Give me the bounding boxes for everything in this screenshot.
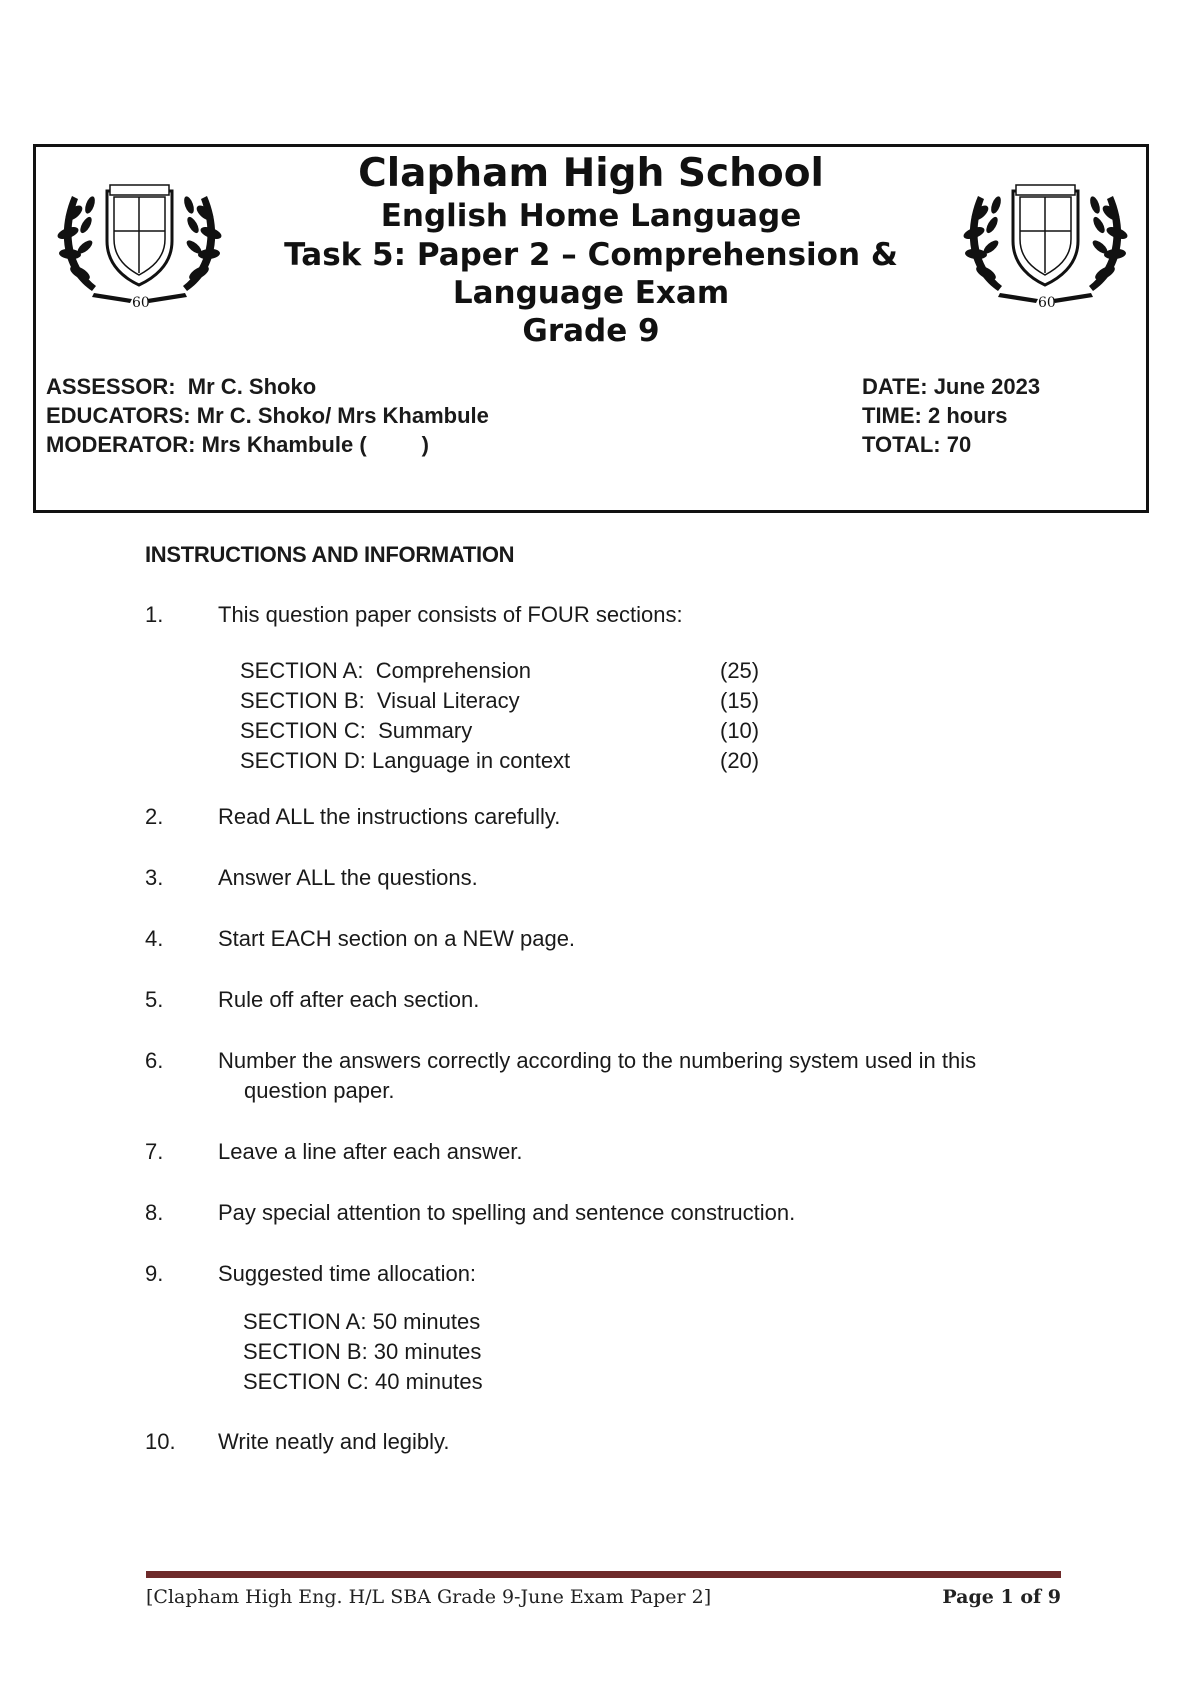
instruction-item bbox=[145, 1259, 1075, 1289]
moderator-line: MODERATOR: Mrs Khambule ( ) bbox=[46, 432, 429, 457]
instruction-text: Pay special attention to spelling and sentence construction. bbox=[218, 1200, 796, 1225]
staff-info bbox=[46, 372, 489, 459]
section-label: SECTION B: Visual Literacy bbox=[240, 688, 520, 713]
task-title-line-2: Language Exam bbox=[452, 275, 730, 311]
instruction-item bbox=[145, 1427, 1075, 1457]
section-row bbox=[240, 746, 1075, 776]
instruction-item bbox=[145, 863, 1075, 893]
instruction-text: Write neatly and legibly. bbox=[218, 1429, 450, 1454]
section-row bbox=[240, 686, 1075, 716]
instruction-number: 1. bbox=[145, 602, 164, 627]
instruction-text bbox=[218, 1046, 1075, 1106]
instruction-item bbox=[145, 1046, 1075, 1106]
instruction-number: 3. bbox=[145, 865, 164, 890]
time-allocation-item: SECTION A: 50 minutes bbox=[243, 1309, 481, 1334]
instruction-number: 7. bbox=[145, 1139, 164, 1164]
sections-list bbox=[240, 656, 1075, 776]
instructions-heading: INSTRUCTIONS AND INFORMATION bbox=[145, 542, 515, 567]
total-line: TOTAL: 70 bbox=[862, 432, 972, 457]
footer-divider bbox=[146, 1571, 1061, 1578]
instruction-text: This question paper consists of FOUR sections: bbox=[218, 602, 683, 627]
instruction-item bbox=[145, 1137, 1075, 1167]
subject-title: English Home Language bbox=[380, 198, 802, 234]
instruction-text: Answer ALL the questions. bbox=[218, 865, 478, 890]
instruction-text: Start EACH section on a NEW page. bbox=[218, 926, 576, 951]
page-number: Page 1 of 9 bbox=[942, 1586, 1061, 1608]
time-line: TIME: 2 hours bbox=[862, 403, 1008, 428]
svg-text:60: 60 bbox=[1038, 295, 1056, 311]
instruction-item bbox=[145, 802, 1075, 832]
svg-text:60: 60 bbox=[132, 295, 150, 311]
school-name: Clapham High School bbox=[358, 151, 824, 196]
instruction-number: 8. bbox=[145, 1200, 164, 1225]
instruction-text: Suggested time allocation: bbox=[218, 1261, 477, 1286]
section-marks: (10) bbox=[720, 718, 760, 743]
instruction-text-continuation: question paper. bbox=[244, 1078, 395, 1103]
date-line: DATE: June 2023 bbox=[862, 374, 1041, 399]
assessor-line: ASSESSOR: Mr C. Shoko bbox=[46, 374, 317, 399]
exam-title-block bbox=[36, 151, 1146, 350]
grade-title: Grade 9 bbox=[522, 313, 660, 349]
time-allocation-item: SECTION B: 30 minutes bbox=[243, 1339, 482, 1364]
time-allocation-item: SECTION C: 40 minutes bbox=[243, 1369, 483, 1394]
task-title-line-1: Task 5: Paper 2 – Comprehension & bbox=[284, 237, 898, 273]
instruction-number: 10. bbox=[145, 1429, 176, 1454]
instruction-number: 5. bbox=[145, 987, 164, 1012]
instruction-number: 9. bbox=[145, 1261, 164, 1286]
instruction-text: Read ALL the instructions carefully. bbox=[218, 804, 561, 829]
instruction-item bbox=[145, 985, 1075, 1015]
section-marks: (25) bbox=[720, 658, 760, 683]
instruction-item bbox=[145, 1198, 1075, 1228]
exam-header-box bbox=[33, 144, 1149, 513]
educators-line: EDUCATORS: Mr C. Shoko/ Mrs Khambule bbox=[46, 403, 489, 428]
section-row bbox=[240, 716, 1075, 746]
section-marks: (15) bbox=[720, 688, 760, 713]
footer-title: [Clapham High Eng. H/L SBA Grade 9-June Exam Paper 2] bbox=[146, 1586, 712, 1608]
section-label: SECTION A: Comprehension bbox=[240, 658, 532, 683]
section-row bbox=[240, 656, 1075, 686]
section-label: SECTION C: Summary bbox=[240, 718, 473, 743]
section-label: SECTION D: Language in context bbox=[240, 748, 571, 773]
instruction-number: 2. bbox=[145, 804, 164, 829]
instruction-item bbox=[145, 924, 1075, 954]
instruction-text: Leave a line after each answer. bbox=[218, 1139, 523, 1164]
instruction-number: 6. bbox=[145, 1048, 164, 1073]
section-marks: (20) bbox=[720, 748, 760, 773]
time-allocation-list bbox=[243, 1307, 1075, 1397]
exam-info bbox=[862, 372, 1040, 459]
instructions-content bbox=[145, 540, 1075, 1457]
instruction-number: 4. bbox=[145, 926, 164, 951]
instruction-text: Rule off after each section. bbox=[218, 987, 480, 1012]
instruction-item bbox=[145, 600, 1075, 630]
instruction-text-line: Number the answers correctly according to the numbering system used in this bbox=[218, 1048, 977, 1073]
